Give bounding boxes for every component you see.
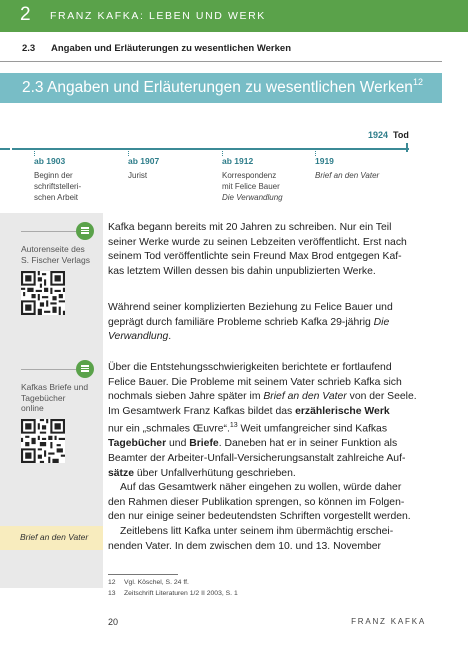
work-title: Brief an den Vater [263, 391, 347, 403]
footnote-text: Vgl. Köschel, S. 24 ff. [124, 579, 189, 586]
text-line: den Rahmen dieser Publikation sprengen, so können im Folgen- [108, 496, 405, 508]
text-line [108, 437, 426, 452]
text-line: Zeitlebens litt Kafka unter seinem ihm übermächtig erschei- [120, 526, 394, 537]
text-run: Weit umfangreicher sind Kafkas [237, 423, 388, 435]
text-line [108, 330, 426, 345]
chapter-number: 2 [20, 4, 31, 25]
timeline-year: 1919 [315, 156, 334, 166]
header-divider [0, 61, 442, 62]
footnote-number: 13 [108, 590, 116, 597]
margin-note-text: Brief an den Vater [20, 532, 89, 542]
text-line [108, 467, 426, 482]
timeline-year: ab 1903 [34, 156, 66, 166]
body-paragraph [108, 301, 426, 345]
timeline-tick [222, 148, 223, 156]
document-icon[interactable] [76, 222, 94, 240]
sidebar-label-line: Kafkas Briefe und [21, 382, 89, 392]
text-line: den nur einige seiner bedeutendsten Schriften vorgestellt werden. [108, 511, 411, 523]
text-run: nochmals sieben Jahre später im [108, 391, 264, 403]
timeline-work-title: Die Verwandlung [222, 193, 283, 202]
sidebar-link-label [21, 244, 90, 265]
sidebar-link-label [21, 382, 88, 414]
text-line: nenden Vater. In dem zwischen dem 10. und 13. November [108, 540, 382, 552]
text-line [108, 390, 426, 405]
text-line [108, 419, 426, 437]
text-run: . Daneben hat er in seiner Funktion als [218, 438, 398, 450]
margin-note [0, 526, 103, 550]
footer-author: FRANZ KAFKA [351, 617, 426, 626]
sidebar-label-line: Autorenseite des [21, 244, 85, 254]
bold-term: Tagebücher [108, 438, 167, 450]
timeline-axis [12, 148, 409, 150]
chapter-title: FRANZ KAFKA: LEBEN UND WERK [50, 10, 266, 22]
subheader-number: 2.3 [22, 43, 36, 54]
text-line: Felice Bauer. Die Probleme mit seinem Vater schrieb Kafka sich [108, 376, 402, 388]
footnote-ref[interactable]: 13 [229, 422, 238, 430]
timeline-line: mit Felice Bauer [222, 182, 280, 191]
sidebar-label-line: S. Fischer Verlags [21, 254, 90, 265]
subheader-title: Angaben und Erläuterungen zu wesentlichen Werken [51, 43, 292, 54]
timeline-end-tick [406, 143, 408, 152]
text-run: über Unfallverhütung geschrieben. [134, 467, 296, 479]
bold-term: sätze [108, 467, 134, 479]
text-line: seiner Werke wurde zu seinen Lebzeiten veröffentlicht. Erst nach [108, 236, 407, 248]
document-icon[interactable] [76, 360, 94, 378]
qr-code[interactable] [21, 271, 65, 315]
timeline-line: Beginn der [34, 171, 73, 180]
body-paragraph [108, 221, 426, 279]
timeline-line: schriftstelleri- [34, 182, 82, 191]
text-run: Beamter der Arbeiter-Unfall-Versicherungsanstalt zahlreiche Auf- [108, 453, 406, 465]
timeline-tick [128, 148, 129, 156]
body-paragraph [108, 361, 426, 554]
text-run: von der Seele. [346, 391, 417, 403]
timeline-description [222, 170, 283, 203]
text-line [108, 452, 426, 467]
timeline-tick [315, 148, 316, 156]
text-line: seinem Tod veröffentlichte sein Freund Max Brod entgegen Kaf- [108, 251, 402, 263]
text-line: Über die Entstehungsschwierigkeiten berichtete er fortlaufend [108, 362, 392, 373]
page-number: 20 [108, 617, 119, 627]
timeline-description [315, 170, 379, 181]
timeline-work-title: Brief an den Vater [315, 171, 380, 180]
text-line: Während seiner komplizierten Beziehung zu Felice Bauer und [108, 302, 393, 313]
work-title: Verwandlung [108, 331, 169, 343]
text-run: und [166, 438, 190, 450]
section-title-bar [0, 73, 442, 103]
footnote-text: Zeitschrift Literaturen 1/2 II 2003, S. 1 [124, 590, 238, 597]
running-subheader [22, 43, 291, 54]
text-run: nur ein „schmales Œuvre“. [108, 423, 230, 435]
section-footnote-mark: 12 [412, 77, 423, 87]
qr-code[interactable] [21, 419, 65, 463]
section-title-text: 2.3 Angaben und Erläuterungen zu wesentlichen Werken [22, 79, 413, 96]
work-title: Die [373, 316, 390, 328]
sidebar-label-line: online [21, 403, 44, 413]
text-line: kas letztem Willen dessen bis dahin unpublizierten Werke. [108, 265, 376, 277]
timeline-description [128, 170, 147, 181]
text-line: Auf das Gesamtwerk näher eingehen zu wollen, würde daher [120, 482, 402, 494]
timeline-line: Jurist [128, 171, 148, 180]
sidebar-divider [21, 231, 76, 232]
text-line [108, 316, 426, 331]
text-line [108, 405, 426, 420]
footnote [108, 590, 238, 597]
timeline-start-dashes [0, 148, 10, 150]
timeline-line: schen Arbeit [34, 193, 79, 202]
timeline-year: ab 1907 [128, 156, 160, 166]
sidebar-label-line: Tagebücher [21, 392, 66, 403]
section-title [22, 79, 423, 97]
sidebar-divider [21, 369, 76, 370]
timeline-year: ab 1912 [222, 156, 254, 166]
timeline-line: Korrespondenz [222, 171, 277, 180]
footnote-number: 12 [108, 579, 116, 586]
timeline-description [34, 170, 81, 203]
timeline-end-label: Tod [393, 130, 409, 140]
text-run: Im Gesamtwerk Franz Kafkas bildet das [108, 405, 296, 417]
footnote [108, 579, 189, 586]
bold-term: Briefe [189, 438, 219, 450]
text-run: . [168, 331, 172, 343]
bold-term: erzählerische Werk [295, 405, 390, 417]
footnote-divider [108, 574, 178, 575]
chapter-header-bar [0, 0, 468, 32]
text-run: geprägt durch familiäre Probleme schrieb Kafka 29-jährig [108, 316, 374, 328]
timeline-end-year: 1924 [368, 130, 389, 140]
text-line: Kafka begann bereits mit 20 Jahren zu schreiben. Nur ein Teil [108, 222, 392, 233]
timeline-tick [34, 148, 35, 156]
